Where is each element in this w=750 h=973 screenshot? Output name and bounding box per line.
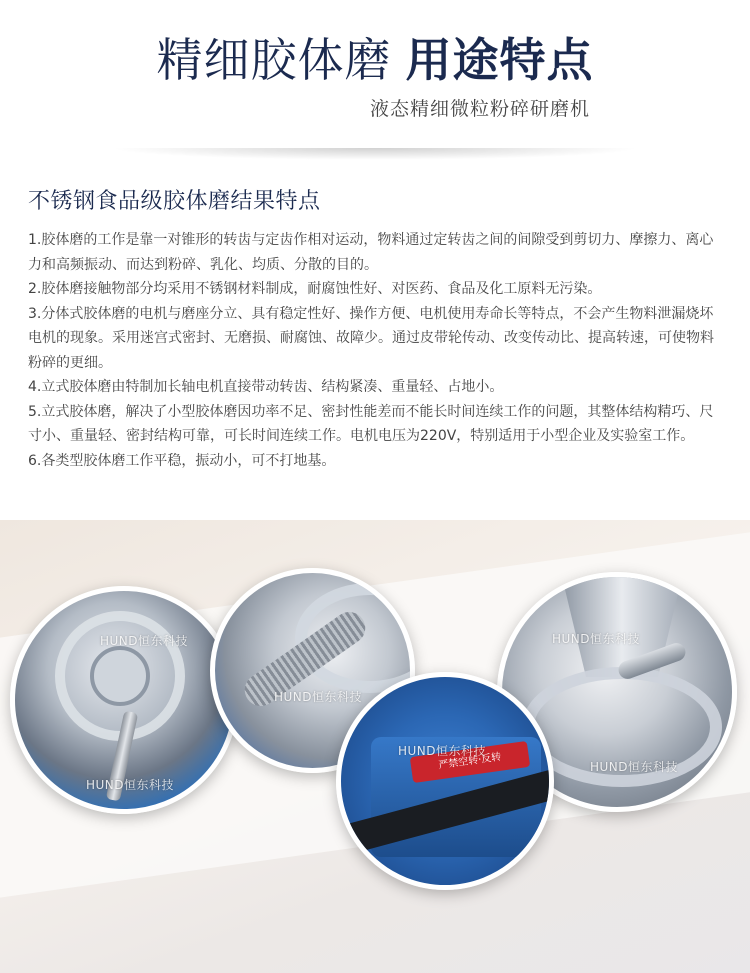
watermark: HUND恒东科技 <box>398 744 487 758</box>
product-photo-motor <box>336 672 554 890</box>
page-header <box>0 0 750 160</box>
feature-item: 5.立式胶体磨，解决了小型胶体磨因功率不足、密封性能差而不能长时间连续工作的问题，其整体结构精巧、尺寸小、重量轻、密封结构可靠，可长时间连续工作。电机电压为220V，特别适用于小型企业及实验室工作。 <box>28 403 714 444</box>
features-list <box>28 228 718 473</box>
feature-item: 2.胶体磨接触物部分均采用不锈钢材料制成，耐腐蚀性好、对医药、食品及化工原料无污染。 <box>28 281 602 297</box>
feature-item: 1.胶体磨的工作是靠一对锥形的转齿与定齿作相对运动，物料通过定转齿之间的间隙受到剪切力、摩擦力、离心力和高频振动、而达到粉碎、乳化、均质、分散的目的。 <box>28 232 714 273</box>
page-title-normal: 精细胶体磨 <box>156 33 392 87</box>
photo-detail <box>90 646 150 706</box>
page-title-bold: 用途特点 <box>405 33 594 87</box>
section-title: 不锈钢食品级胶体磨结果特点 <box>28 189 321 214</box>
feature-item: 6.各类型胶体磨工作平稳，振动小，可不打地基。 <box>28 452 336 469</box>
header-divider-shadow <box>110 148 640 160</box>
watermark: HUND恒东科技 <box>274 690 363 704</box>
page-subtitle: 液态精细微粒粉碎研磨机 <box>369 98 590 120</box>
motor-warning-label: 严禁空转·反转 <box>410 741 530 783</box>
feature-item: 4.立式胶体磨由特制加长轴电机直接带动转齿、结构紧凑、重量轻、占地小。 <box>28 379 504 395</box>
watermark: HUND恒东科技 <box>100 634 189 648</box>
page-title <box>0 30 750 90</box>
watermark: HUND恒东科技 <box>86 778 175 792</box>
feature-item: 3.分体式胶体磨的电机与磨座分立、具有稳定性好、操作方便、电机使用寿命长等特点，不会产生物料泄漏烧坏电机的现象。采用迷宫式密封、无磨损、耐腐蚀、故障少。通过皮带轮传动、改变传动比、提高转速，可使物料粉碎的更细。 <box>28 305 714 371</box>
watermark: HUND恒东科技 <box>590 760 679 774</box>
watermark: HUND恒东科技 <box>552 632 641 646</box>
